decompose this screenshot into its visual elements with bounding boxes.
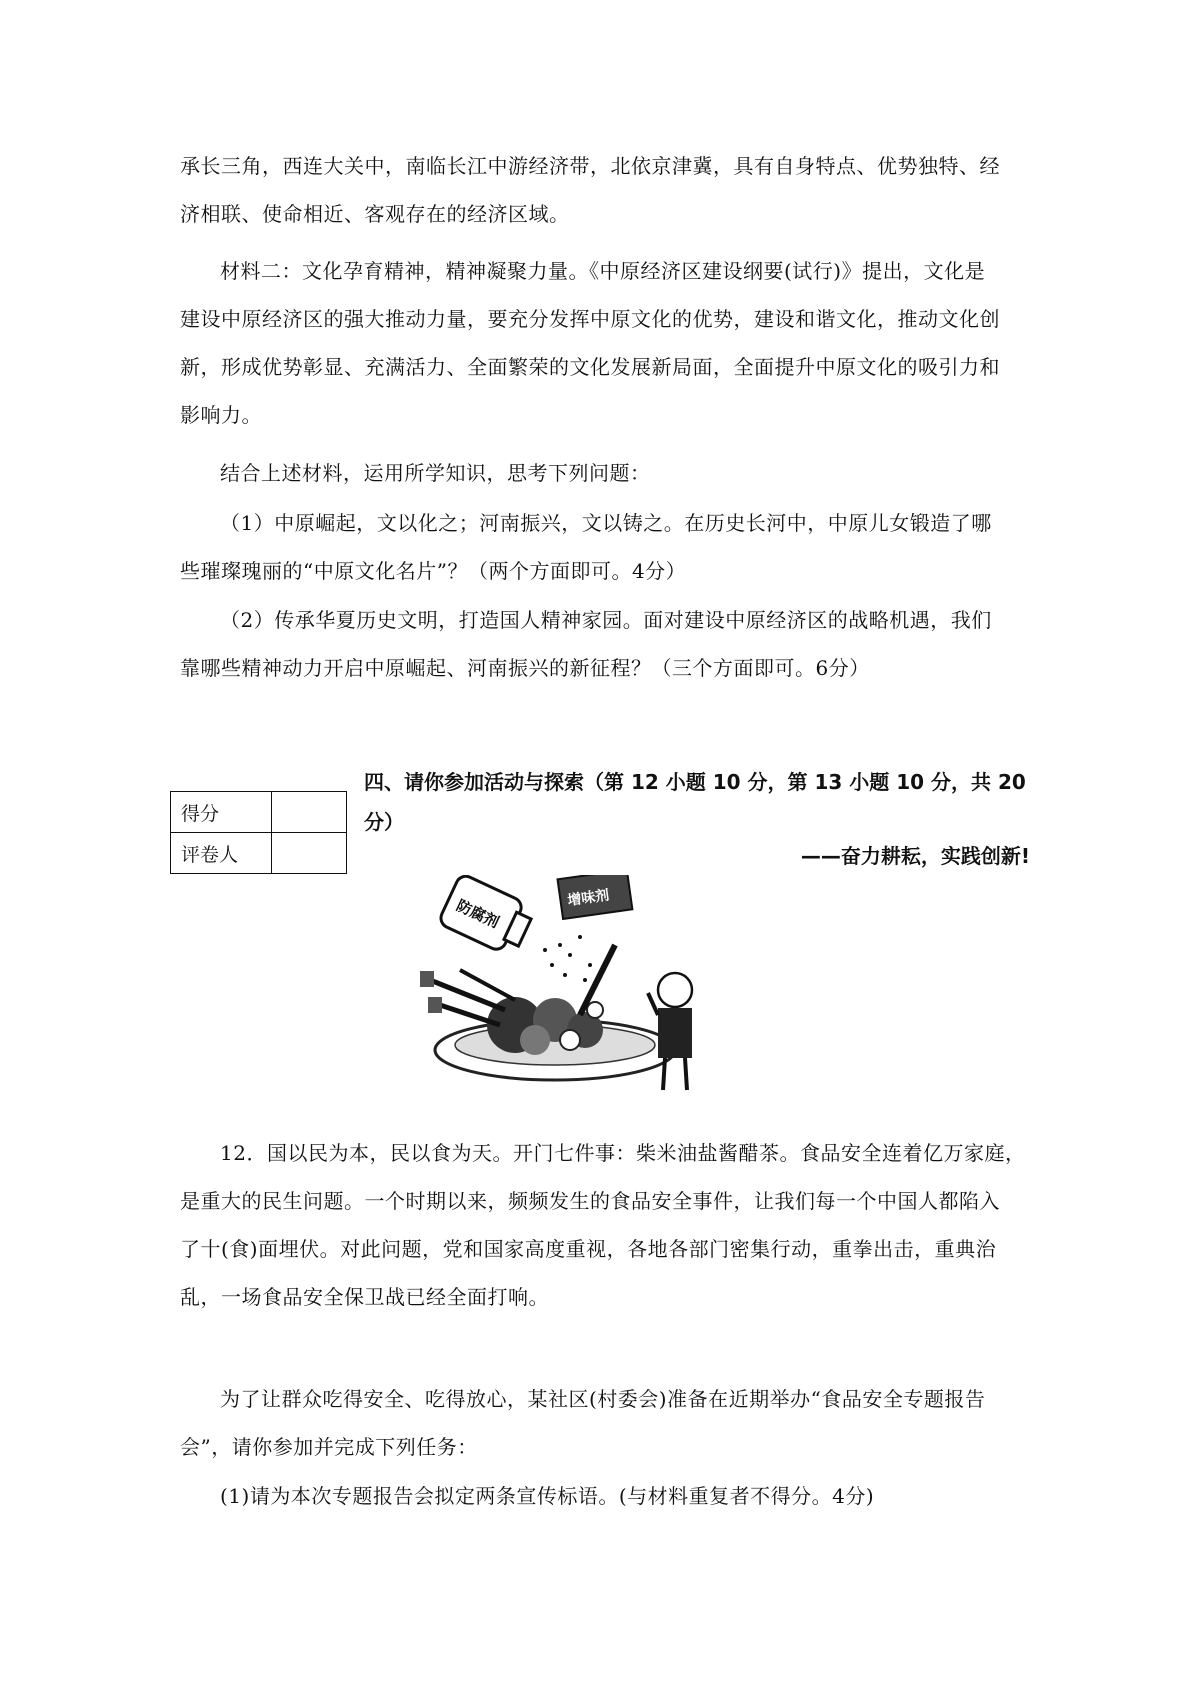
question-1 [180,499,1030,595]
text-line: （1）中原崛起，文以化之；河南振兴，文以铸之。在历史长河中，中原儿女锻造了哪 [220,511,992,535]
text-line: 些璀璨瑰丽的“中原文化名片”？（两个方面即可。4分） [180,559,687,583]
grader-label: 评卷人 [171,833,272,874]
text-line: 乱，一场食品安全保卫战已经全面打响。 [180,1285,549,1309]
task-1 [180,1472,1030,1520]
text-line: 会”，请你参加并完成下列任务： [180,1435,478,1459]
text-line: 新，形成优势彰显、充满活力、全面繁荣的文化发展新局面，全面提升中原文化的吸引力和 [180,355,1000,379]
section-title-line: 分） [364,810,404,834]
text-line: 了十(食)面埋伏。对此问题，党和国家高度重视，各地各部门密集行动，重拳出击，重典治 [180,1237,997,1261]
text-line: 建设中原经济区的强大推动力量，要充分发挥中原文化的优势，建设和谐文化，推动文化创 [180,307,1000,331]
question-12 [180,1129,1030,1321]
score-table [170,791,347,874]
text-line: 12．国以民为本，民以食为天。开门七件事：柴米油盐酱醋茶。食品安全连着亿万家庭， [220,1141,1026,1165]
text-line: 是重大的民生问题。一个时期以来，频频发生的食品安全事件，让我们每一个中国人都陷入 [180,1189,1000,1213]
section-title-line: 四、请你参加活动与探索（第 12 小题 10 分，第 13 小题 10 分，共 20 [364,770,1026,794]
text-line: 材料二：文化孕育精神，精神凝聚力量。《中原经济区建设纲要(试行)》提出，文化是 [220,259,986,283]
text-line: 结合上述材料，运用所学知识，思考下列问题： [220,461,651,485]
bottle-label: 防腐剂 [453,896,502,932]
question-2 [180,596,1030,692]
grader-cell[interactable] [272,833,347,874]
text-line: 影响力。 [180,403,262,427]
food-safety-cartoon [420,875,720,1105]
score-cell[interactable] [272,792,347,833]
paragraph-continuation [180,142,1030,238]
text-line: 靠哪些精神动力开启中原崛起、河南振兴的新征程？（三个方面即可。6分） [180,656,870,680]
text-line: 承长三角，西连大关中，南临长江中游经济带，北依京津冀，具有自身特点、优势独特、经 [180,154,1000,178]
box-label: 增味剂 [566,887,611,910]
text-line: 为了让群众吃得安全、吃得放心，某社区(村委会)准备在近期举办“食品安全专题报告 [220,1387,986,1411]
score-label: 得分 [171,792,272,833]
text-line: (1)请为本次专题报告会拟定两条宣传标语。(与材料重复者不得分。4分) [220,1484,875,1508]
material-two [180,247,1030,439]
text-line: （2）传承华夏历史文明，打造国人精神家园。面对建设中原经济区的战略机遇，我们 [220,608,992,632]
section-motto: ——奋力耕耘，实践创新! [800,844,1030,868]
task-intro [180,1375,1030,1471]
text-line: 济相联、使命相近、客观存在的经济区域。 [180,202,570,226]
section-title [364,762,1028,842]
instruction-line [180,449,1030,497]
cartoon-drawing [420,875,720,1105]
